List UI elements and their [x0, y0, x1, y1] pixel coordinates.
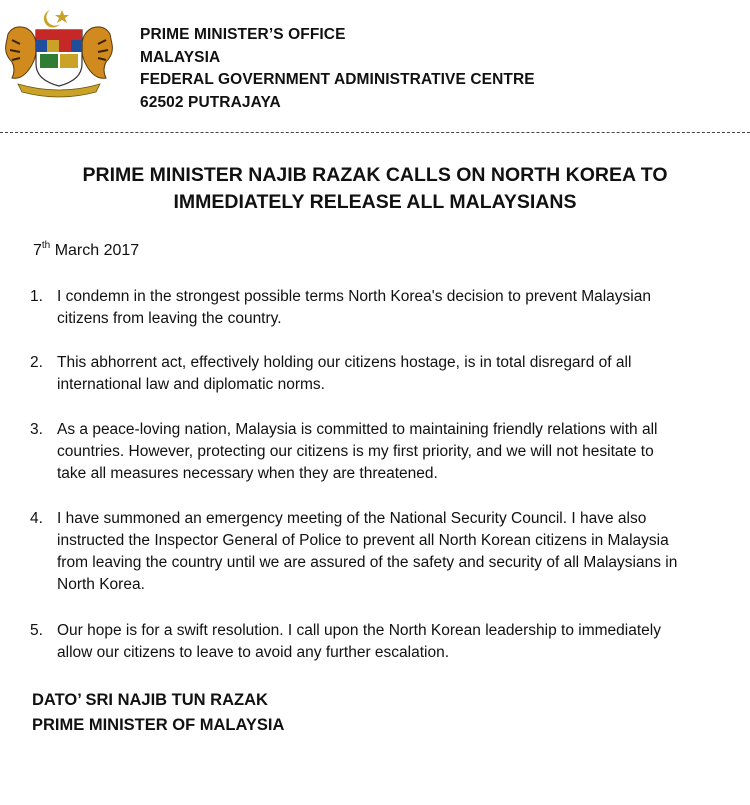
title-line: IMMEDIATELY RELEASE ALL MALAYSIANS [173, 191, 577, 213]
date-suffix: th [41, 240, 51, 251]
item-line: citizens from leaving the country. [57, 310, 282, 327]
list-item [30, 508, 735, 596]
item-line: As a peace-loving nation, Malaysia is committed to maintaining friendly relations with all [57, 421, 658, 438]
letterhead-line: PRIME MINISTER’S OFFICE [140, 26, 346, 43]
item-line: take all measures necessary when they are threatened. [57, 465, 438, 482]
date-month-year: March 2017 [54, 242, 140, 259]
item-line: allow our citizens to leave to avoid any further escalation. [57, 644, 450, 661]
item-text [57, 508, 735, 596]
list-item [30, 352, 735, 396]
header-divider [0, 132, 750, 133]
item-line: I condemn in the strongest possible terms North Korea's decision to prevent Malaysian [57, 288, 651, 305]
item-line: instructed the Inspector General of Police to prevent all North Korean citizens in Malaysia [57, 532, 669, 549]
letterhead-line: 62502 PUTRAJAYA [140, 93, 281, 111]
signatory-name: DATO’ SRI NAJIB TUN RAZAK [32, 691, 268, 709]
item-text [57, 352, 735, 396]
title-line: PRIME MINISTER NAJIB RAZAK CALLS ON NORTH KOREA TO [82, 164, 668, 186]
release-date [33, 240, 139, 262]
item-number: 3. [30, 421, 43, 438]
press-release-title [40, 162, 710, 216]
item-line: countries. However, protecting our citizens is my first priority, and we will not hesitate to [57, 443, 654, 460]
item-line: from leaving the country until we are assured of the safety and security of all Malaysians in [57, 554, 678, 571]
item-line: North Korea. [57, 576, 145, 593]
list-item [30, 419, 735, 485]
list-item [30, 286, 735, 330]
item-number: 4. [30, 510, 43, 527]
item-text [57, 286, 735, 330]
letterhead-line: FEDERAL GOVERNMENT ADMINISTRATIVE CENTRE [140, 71, 535, 88]
item-line: Our hope is for a swift resolution. I call upon the North Korean leadership to immediately [57, 622, 661, 639]
signature-block [32, 688, 284, 738]
item-number: 2. [30, 354, 43, 371]
item-text [57, 620, 735, 664]
malaysia-coat-of-arms-icon [0, 4, 118, 100]
signatory-position: PRIME MINISTER OF MALAYSIA [32, 716, 285, 734]
item-text [57, 419, 735, 485]
item-line: This abhorrent act, effectively holding our citizens hostage, is in total disregard of all [57, 354, 632, 371]
list-item [30, 620, 735, 664]
item-number: 1. [30, 288, 43, 305]
item-line: international law and diplomatic norms. [57, 376, 325, 393]
item-number: 5. [30, 622, 43, 639]
item-line: I have summoned an emergency meeting of the National Security Council. I have also [57, 510, 647, 527]
letterhead-line: MALAYSIA [140, 48, 221, 66]
date-day: 7 [33, 242, 42, 259]
letterhead-address [140, 24, 535, 114]
